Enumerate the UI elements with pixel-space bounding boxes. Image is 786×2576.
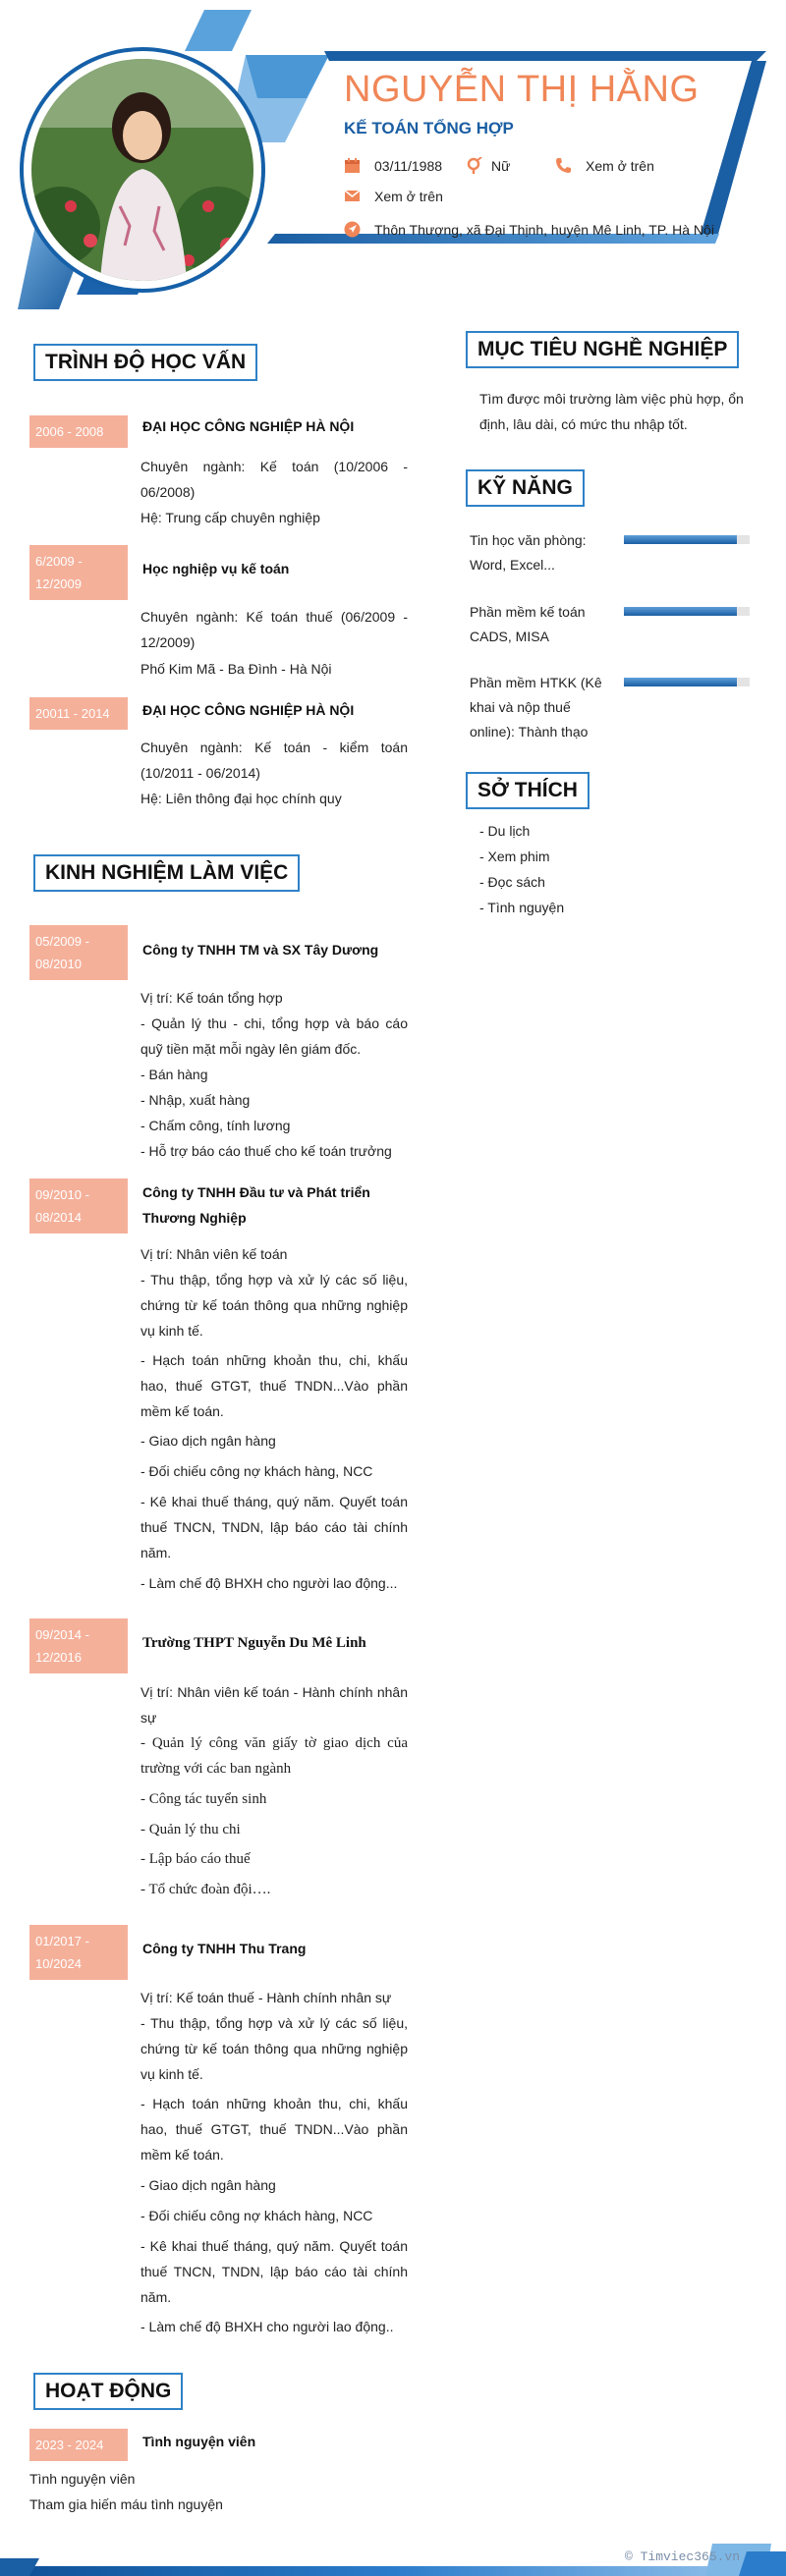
education-line: Phố Kim Mã - Ba Đình - Hà Nội xyxy=(140,661,332,677)
skill-level xyxy=(624,535,737,544)
skill-label: Phần mềm HTKK (Kê khai và nộp thuế online): Thành thạo xyxy=(470,675,602,740)
education-line: Hệ: Liên thông đại học chính quy xyxy=(140,791,342,806)
experience-line: - Hạch toán những khoản thu, chi, khấu hao, thuế GTGT, thuế TNDN...Vào phần mềm kế toán. xyxy=(140,2096,408,2163)
location-icon xyxy=(344,221,361,238)
experience-period: 09/2010 - 08/2014 xyxy=(29,1178,128,1233)
education-period: 20011 - 2014 xyxy=(29,697,128,730)
experience-line: - Kê khai thuế tháng, quý năm. Quyết toán thuế TNCN, TNDN, lập báo cáo tài chính năm. xyxy=(140,1494,408,1561)
address-value: Thôn Thượng, xã Đại Thịnh, huyện Mê Linh, TP. Hà Nội xyxy=(374,221,714,238)
avatar xyxy=(31,59,253,281)
experience-line: - Chấm công, tính lương xyxy=(140,1118,291,1133)
cv-header xyxy=(0,0,786,314)
experience-line: - Thu thập, tổng hợp và xử lý các số liệu, chứng từ kế toán thông qua những nghiệp vụ kinh tế. xyxy=(140,1272,408,1339)
hobby-item: - Du lịch xyxy=(479,823,531,839)
watermark: © Timviec365.vn xyxy=(625,2549,741,2564)
education-period: 2006 - 2008 xyxy=(29,415,128,448)
hobby-item: - Tình nguyện xyxy=(479,900,565,915)
education-line: Chuyên ngành: Kế toán thuế (06/2009 - 12/2009) xyxy=(140,609,408,650)
calendar-icon xyxy=(344,157,361,174)
gender-icon xyxy=(467,157,483,174)
address-row xyxy=(344,221,714,238)
email-row xyxy=(344,188,443,204)
skill-level xyxy=(624,678,737,686)
activity-period: 2023 - 2024 xyxy=(29,2429,128,2461)
skill-level xyxy=(624,607,737,616)
activities-title: HOẠT ĐỘNG xyxy=(33,2373,183,2410)
education-line: Chuyên ngành: Kế toán - kiểm toán (10/2011 - 06/2014) xyxy=(140,740,408,781)
email-icon xyxy=(344,188,361,204)
education-school: ĐẠI HỌC CÔNG NGHIỆP HÀ NỘI xyxy=(142,418,355,434)
experience-company: Công ty TNHH Đầu tư và Phát triển Thương Nghiệp xyxy=(142,1184,370,1226)
experience-company: Công ty TNHH Thu Trang xyxy=(142,1941,307,1956)
hobbies-title: SỞ THÍCH xyxy=(466,772,590,809)
skill-bar xyxy=(624,678,750,686)
activity-line: Tham gia hiến máu tình nguyện xyxy=(29,2496,223,2512)
phone-icon xyxy=(555,157,572,174)
experience-line: - Giao dịch ngân hàng xyxy=(140,2177,276,2193)
skill-label: Tin học văn phòng: Word, Excel... xyxy=(470,532,587,573)
activity-role: Tình nguyện viên xyxy=(142,2434,256,2449)
experience-period: 05/2009 - 08/2010 xyxy=(29,925,128,980)
objective-text: Tìm được môi trường làm việc phù hợp, ổn định, lâu dài, có mức thu nhập tốt. xyxy=(479,391,744,432)
experience-line: Vị trí: Kế toán tổng hợp xyxy=(140,990,283,1006)
experience-company: Trường THPT Nguyễn Du Mê Linh xyxy=(142,1635,366,1651)
experience-line: - Nhập, xuất hàng xyxy=(140,1092,251,1108)
experience-line: - Tổ chức đoàn đội…. xyxy=(140,1882,271,1897)
birthday-value: 03/11/1988 xyxy=(374,157,443,174)
experience-line: - Lập báo cáo thuế xyxy=(140,1851,251,1867)
education-title: TRÌNH ĐỘ HỌC VẤN xyxy=(33,344,257,381)
experience-period: 09/2014 - 12/2016 xyxy=(29,1618,128,1673)
education-period: 6/2009 - 12/2009 xyxy=(29,545,128,600)
objective-title: MỤC TIÊU NGHỀ NGHIỆP xyxy=(466,331,739,368)
education-school: ĐẠI HỌC CÔNG NGHIỆP HÀ NỘI xyxy=(142,702,355,718)
phone-row xyxy=(555,157,654,174)
birthday-row xyxy=(344,157,442,174)
skills-title: KỸ NĂNG xyxy=(466,469,585,507)
skill-bar xyxy=(624,535,750,544)
gender-row xyxy=(467,157,510,174)
hobby-item: - Đọc sách xyxy=(479,874,545,890)
experience-line: - Quản lý thu chi xyxy=(140,1822,241,1837)
experience-company: Công ty TNHH TM và SX Tây Dương xyxy=(142,942,379,958)
candidate-name: NGUYỄN THỊ HẰNG xyxy=(344,69,700,110)
hobby-item: - Xem phim xyxy=(479,849,550,864)
experience-line: - Hạch toán những khoản thu, chi, khấu hao, thuế GTGT, thuế TNDN...Vào phần mềm kế toán. xyxy=(140,1352,408,1419)
gender-value: Nữ xyxy=(491,157,511,174)
experience-line: - Kê khai thuế tháng, quý năm. Quyết toán thuế TNCN, TNDN, lập báo cáo tài chính năm. xyxy=(140,2238,408,2305)
activity-line: Tình nguyện viên xyxy=(29,2471,136,2487)
experience-line: - Quản lý thu - chi, tổng hợp và báo cáo quỹ tiền mặt mỗi ngày lên giám đốc. xyxy=(140,1015,408,1057)
experience-period: 01/2017 - 10/2024 xyxy=(29,1925,128,1980)
experience-line: - Bán hàng xyxy=(140,1067,208,1082)
education-school: Học nghiệp vụ kế toán xyxy=(142,561,290,576)
job-title: KẾ TOÁN TỔNG HỢP xyxy=(344,119,514,137)
experience-line: - Giao dịch ngân hàng xyxy=(140,1433,276,1449)
experience-line: - Làm chế độ BHXH cho người lao động.. xyxy=(140,2319,394,2334)
experience-title: KINH NGHIỆM LÀM VIỆC xyxy=(33,854,300,892)
experience-line: - Quản lý công văn giấy tờ giao dịch của trường với các ban ngành xyxy=(140,1735,408,1777)
education-line: Hệ: Trung cấp chuyên nghiệp xyxy=(140,510,320,525)
email-value: Xem ở trên xyxy=(374,188,443,204)
phone-value: Xem ở trên xyxy=(586,157,654,174)
experience-line: - Đối chiếu công nợ khách hàng, NCC xyxy=(140,2208,373,2223)
experience-line: - Hỗ trợ báo cáo thuế cho kế toán trưởng xyxy=(140,1143,392,1159)
skill-label: Phần mềm kế toán CADS, MISA xyxy=(470,604,586,644)
experience-line: - Công tác tuyển sinh xyxy=(140,1791,267,1807)
experience-line: - Làm chế độ BHXH cho người lao động... xyxy=(140,1575,398,1591)
education-line: Chuyên ngành: Kế toán (10/2006 - 06/2008) xyxy=(140,459,408,500)
skill-bar xyxy=(624,607,750,616)
experience-line: Vị trí: Nhân viên kế toán - Hành chính nhân sự xyxy=(140,1684,408,1726)
experience-line: Vị trí: Kế toán thuế - Hành chính nhân sự xyxy=(140,1990,392,2005)
experience-line: - Thu thập, tổng hợp và xử lý các số liệu, chứng từ kế toán thông qua những nghiệp vụ kinh tế. xyxy=(140,2015,408,2082)
experience-line: Vị trí: Nhân viên kế toán xyxy=(140,1246,288,1262)
experience-line: - Đối chiếu công nợ khách hàng, NCC xyxy=(140,1463,373,1479)
